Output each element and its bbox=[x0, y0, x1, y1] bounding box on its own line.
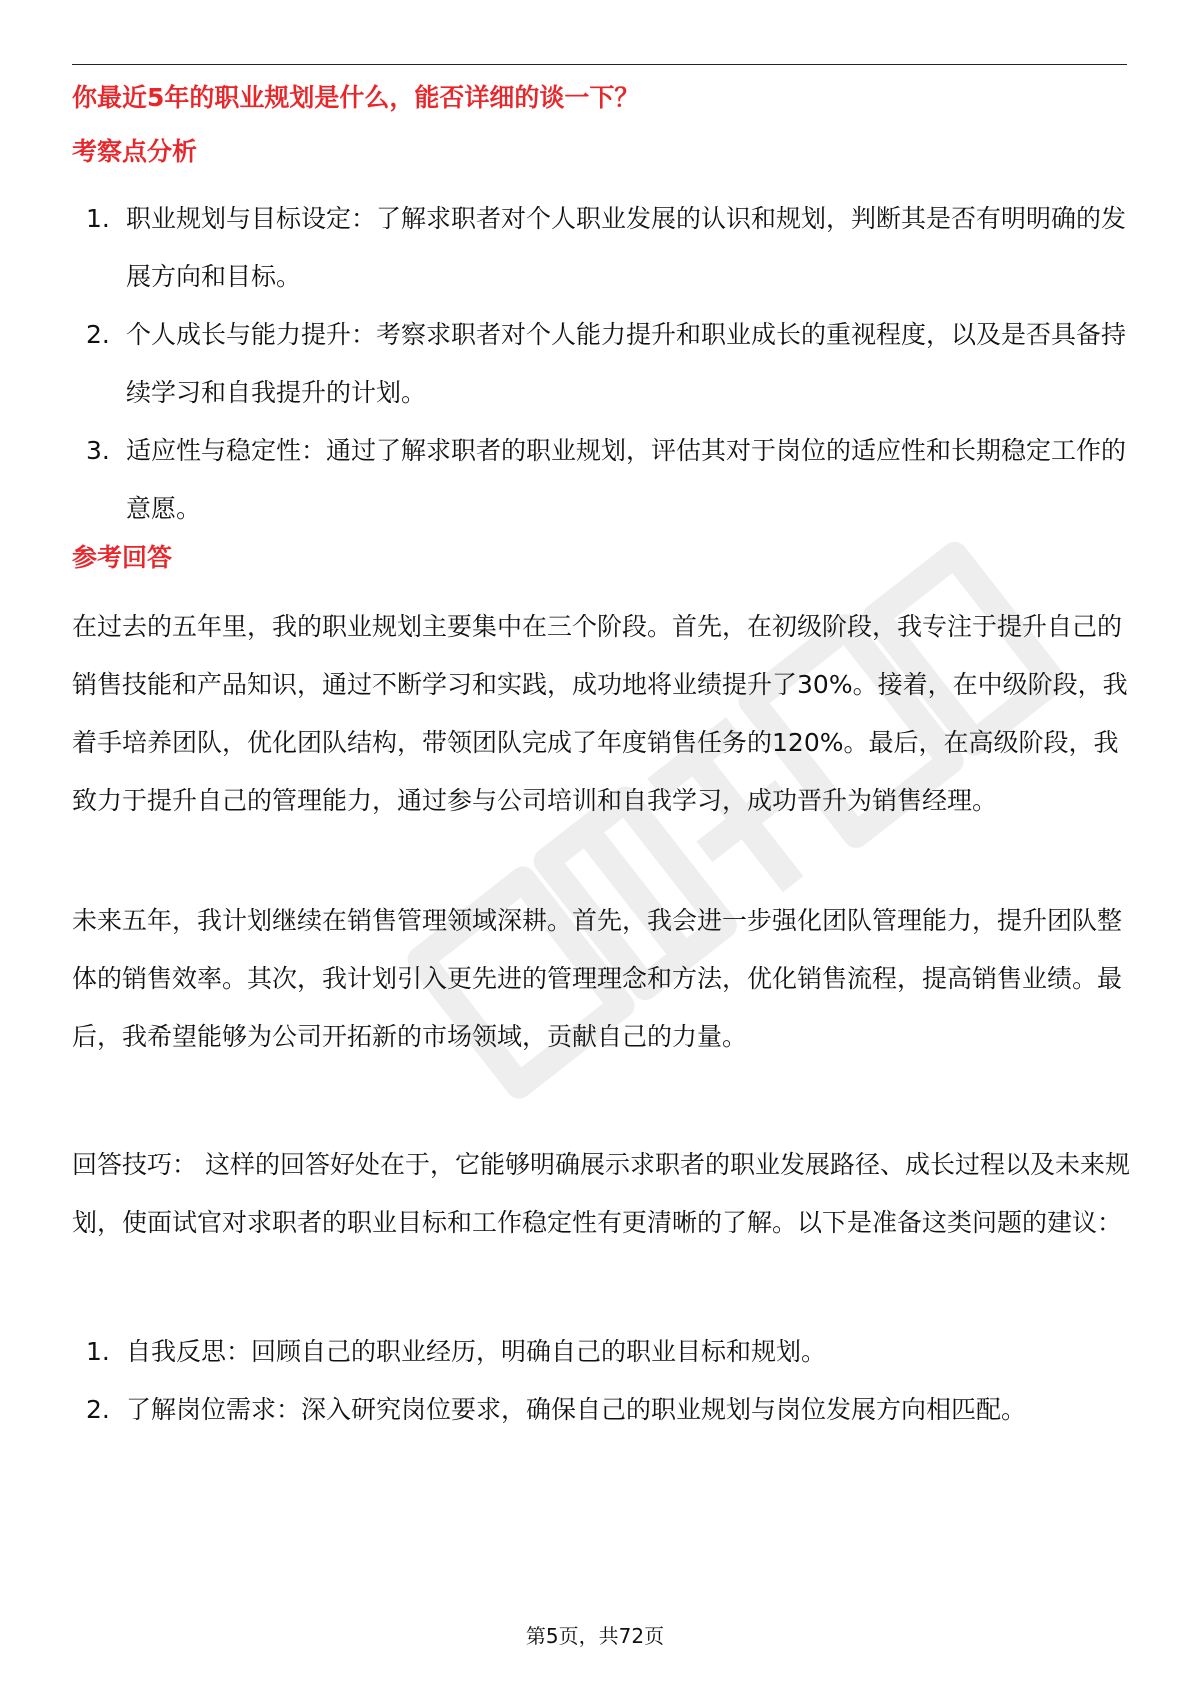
suggestion-list bbox=[72, 1323, 1132, 1439]
list-item bbox=[72, 1323, 1132, 1381]
list-text: 适应性与稳定性：通过了解求职者的职业规划，评估其对于岗位的适应性和长期稳定工作的意愿。 bbox=[126, 436, 1127, 523]
list-item bbox=[72, 422, 1132, 538]
list-text: 职业规划与目标设定：了解求职者对个人职业发展的认识和规划，判断其是否有明明确的发展方向和目标。 bbox=[126, 204, 1127, 291]
list-text: 个人成长与能力提升：考察求职者对个人能力提升和职业成长的重视程度，以及是否具备持续学习和自我提升的计划。 bbox=[126, 320, 1127, 407]
reference-paragraph-2: 未来五年，我计划继续在销售管理领域深耕。首先，我会进一步强化团队管理能力，提升团队整体的销售效率。其次，我计划引入更先进的管理理念和方法，优化销售流程，提高销售业绩。最后，我希望能够为公司开拓新的市场领域，贡献自己的力量。 bbox=[72, 906, 1123, 1051]
answer-tips: 回答技巧： 这样的回答好处在于，它能够明确展示求职者的职业发展路径、成长过程以及未来规划，使面试官对求职者的职业目标和工作稳定性有更清晰的了解。以下是准备这类问题的建议： bbox=[72, 1150, 1130, 1237]
reference-heading: 参考回答 bbox=[72, 543, 173, 572]
list-item bbox=[72, 306, 1132, 422]
list-item bbox=[72, 1381, 1132, 1439]
list-number: 1. bbox=[86, 1337, 110, 1366]
list-text: 了解岗位需求：深入研究岗位要求，确保自己的职业规划与岗位发展方向相匹配。 bbox=[126, 1395, 1027, 1424]
list-number: 2. bbox=[86, 320, 110, 349]
reference-paragraph-1: 在过去的五年里，我的职业规划主要集中在三个阶段。首先，在初级阶段，我专注于提升自己的销售技能和产品知识，通过不断学习和实践，成功地将业绩提升了30%。接着，在中级阶段，我着手培养团队，优化团队结构，带领团队完成了年度销售任务的120%。最后，在高级阶段，我致力于提升自己的管理能力，通过参与公司培训和自我学习，成功晋升为销售经理。 bbox=[72, 612, 1128, 815]
list-number: 1. bbox=[86, 204, 110, 233]
page-number-footer: 第5页，共72页 bbox=[525, 1624, 665, 1648]
list-number: 3. bbox=[86, 436, 110, 465]
list-item bbox=[72, 190, 1132, 306]
top-rule bbox=[72, 64, 1127, 65]
question-title: 你最近5年的职业规划是什么，能否详细的谈一下？ bbox=[72, 83, 640, 112]
list-number: 2. bbox=[86, 1395, 110, 1424]
analysis-list bbox=[72, 190, 1132, 538]
analysis-heading: 考察点分析 bbox=[72, 137, 198, 166]
list-text: 自我反思：回顾自己的职业经历，明确自己的职业目标和规划。 bbox=[126, 1337, 827, 1366]
